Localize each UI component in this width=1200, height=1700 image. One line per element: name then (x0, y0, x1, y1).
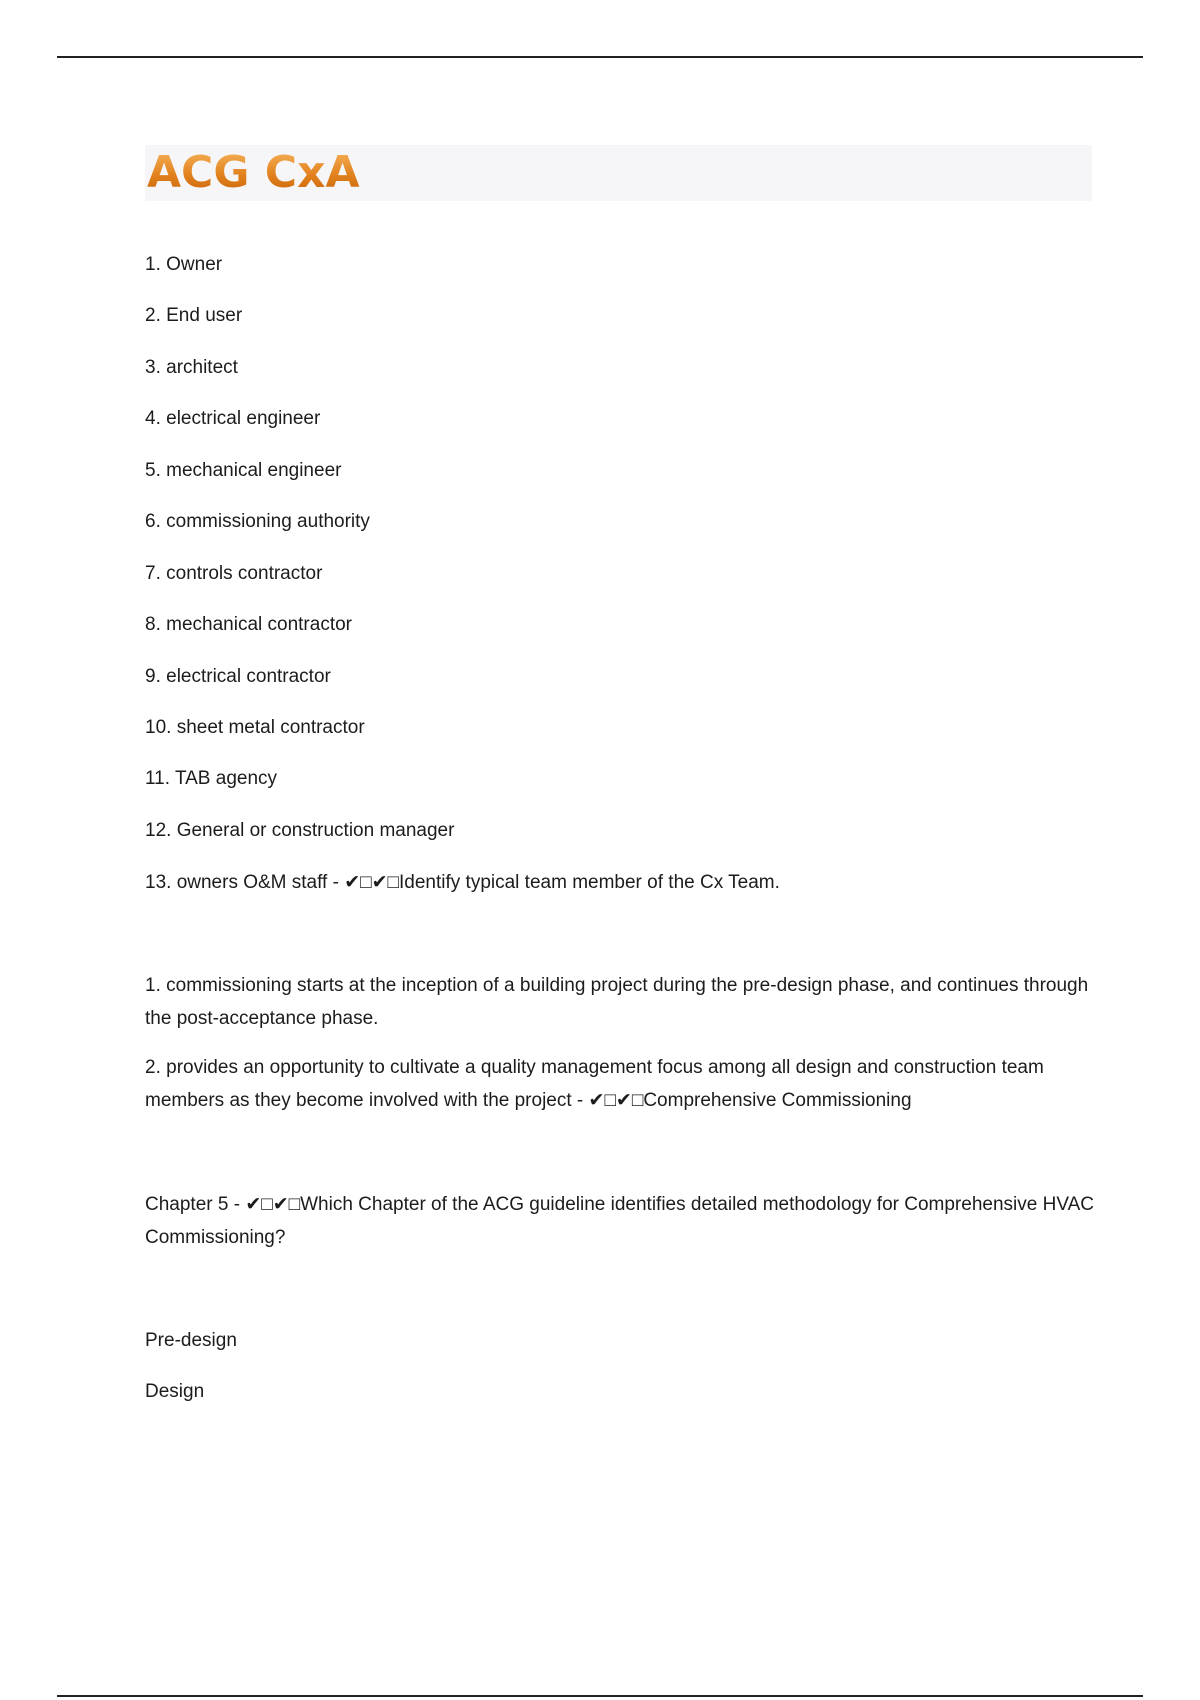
title-banner (145, 145, 1092, 201)
phase-item: Pre-design (145, 1330, 237, 1351)
bottom-rule (57, 1695, 1143, 1697)
team-list-item: 8. mechanical contractor (145, 614, 352, 635)
top-rule (57, 56, 1143, 58)
team-list-item: 4. electrical engineer (145, 408, 321, 429)
comprehensive-item-2: 2. provides an opportunity to cultivate a quality management focus among all design and construction team members as they become involved with the project - ✔□✔□Comprehensive Commissioning (145, 1057, 1044, 1111)
team-list-item: 2. End user (145, 305, 243, 326)
team-list-item: 10. sheet metal contractor (145, 717, 365, 738)
document-title: ACG CxA (147, 147, 360, 198)
team-list-item: 12. General or construction manager (145, 820, 455, 841)
comprehensive-item-1: 1. commissioning starts at the inception of a building project during the pre-design phase, and continues through the post-acceptance phase. (145, 975, 1089, 1029)
phase-item: Design (145, 1381, 205, 1402)
team-list-item: 1. Owner (145, 254, 223, 275)
chapter-question: Chapter 5 - ✔□✔□Which Chapter of the ACG guideline identifies detailed methodology for Comprehensive HVAC Commissioning? (145, 1194, 1094, 1248)
team-list-answer: 13. owners O&M staff - ✔□✔□Identify typical team member of the Cx Team. (145, 872, 780, 893)
team-list-item: 7. controls contractor (145, 563, 323, 584)
team-list-item: 3. architect (145, 357, 238, 378)
team-list-item: 11. TAB agency (145, 768, 278, 789)
team-list-item: 9. electrical contractor (145, 666, 331, 687)
team-list-item: 6. commissioning authority (145, 511, 370, 532)
team-list-item: 5. mechanical engineer (145, 460, 342, 481)
